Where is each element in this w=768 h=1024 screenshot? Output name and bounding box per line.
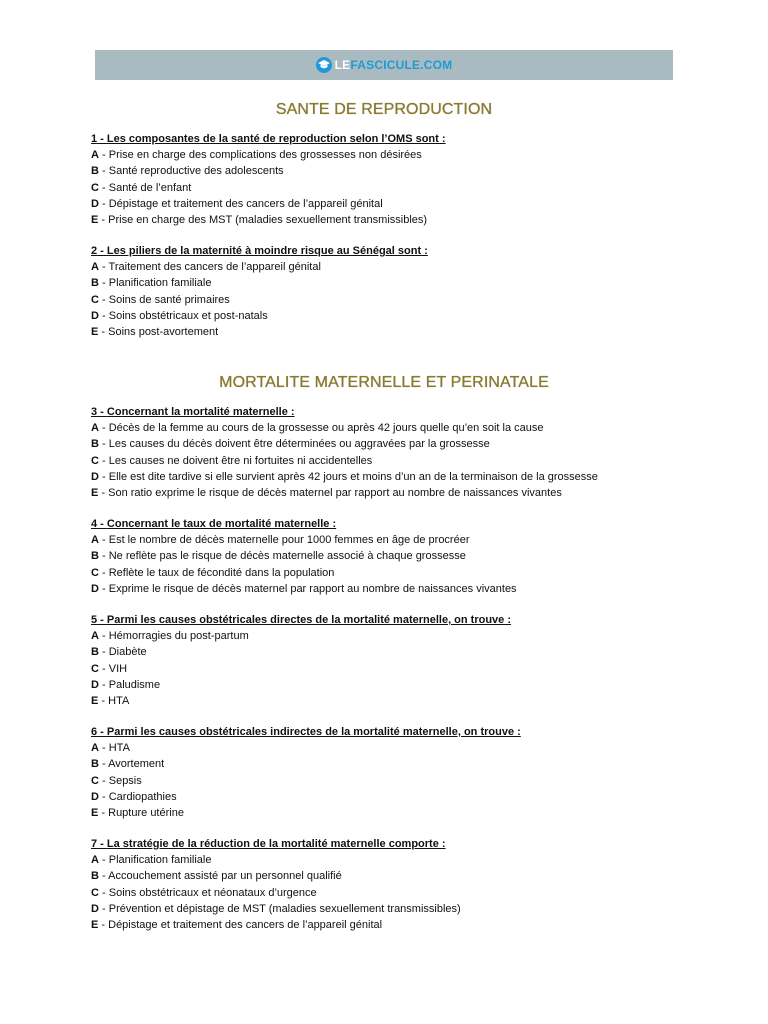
answer-option: C - Les causes ne doivent être ni fortuites ni accidentelles	[91, 454, 373, 467]
question-number: 6	[91, 726, 98, 738]
question-text: Les piliers de la maternité à moindre risque au Sénégal sont :	[106, 245, 428, 257]
option-letter: A	[91, 534, 99, 547]
option-text: Accouchement assisté par un personnel qualifié	[108, 870, 342, 883]
option-text: Soins obstétricaux et post-natals	[108, 309, 268, 322]
question-block	[91, 724, 711, 821]
option-text: Ne reflète pas le risque de décès maternelle associé à chaque grossesse	[108, 550, 466, 563]
option-text: VIH	[108, 662, 128, 675]
option-text: Cardiopathies	[108, 790, 177, 803]
option-letter: E	[91, 326, 99, 339]
question-block	[91, 516, 711, 597]
option-text: Est le nombre de décès maternelle pour 1000 femmes en âge de procréer	[108, 534, 470, 547]
option-letter: A	[91, 149, 99, 162]
answer-option: A - HTA	[91, 742, 130, 755]
answer-option: D - Exprime le risque de décès maternel par rapport au nombre de naissances vivantes	[91, 582, 517, 595]
answer-option: A - Décès de la femme au cours de la grossesse ou après 42 jours quelle qu’en soit la cause	[91, 422, 544, 435]
answer-option: D - Paludisme	[91, 678, 161, 691]
header-banner	[95, 50, 673, 80]
question-title: 1 - Les composantes de la santé de reproduction selon l’OMS sont :	[91, 133, 446, 145]
logo-text-rest: FASCICULE.COM	[350, 58, 453, 72]
option-text: Avortement	[108, 758, 165, 771]
question-block	[91, 836, 711, 933]
option-text: Planification familiale	[108, 277, 212, 290]
option-text: Dépistage et traitement des cancers de l’appareil génital	[108, 919, 383, 932]
option-letter: E	[91, 807, 99, 820]
option-letter: E	[91, 919, 99, 932]
answer-option: C - Reflète le taux de fécondité dans la population	[91, 566, 335, 579]
question-text: Concernant la mortalité maternelle :	[106, 406, 295, 418]
answer-option: E - HTA	[91, 695, 130, 708]
option-letter: B	[91, 438, 99, 451]
question-number: 4	[91, 518, 98, 530]
option-text: Santé de l’enfant	[108, 181, 192, 194]
option-letter: C	[91, 181, 99, 194]
option-letter: D	[91, 470, 99, 483]
option-letter: B	[91, 550, 99, 563]
answer-option: D - Elle est dite tardive si elle survient après 42 jours et moins d’un an de la terminaison de la grossesse	[91, 470, 598, 483]
option-letter: C	[91, 774, 99, 787]
answer-option: B - Ne reflète pas le risque de décès maternelle associé à chaque grossesse	[91, 550, 466, 563]
question-text: Parmi les causes obstétricales indirectes de la mortalité maternelle, on trouve :	[106, 726, 521, 738]
option-text: Soins de santé primaires	[108, 293, 230, 306]
option-letter: D	[91, 582, 99, 595]
answer-option: D - Soins obstétricaux et post-natals	[91, 309, 268, 322]
question-title: 4 - Concernant le taux de mortalité maternelle :	[91, 518, 337, 530]
answer-option: A - Planification familiale	[91, 854, 212, 867]
option-letter: C	[91, 886, 99, 899]
answer-option: B - Diabète	[91, 646, 147, 659]
answer-option: B - Planification familiale	[91, 277, 212, 290]
section-title: MORTALITE MATERNELLE ET PERINATALE	[219, 374, 549, 391]
option-text: Santé reproductive des adolescents	[108, 165, 284, 178]
option-letter: A	[91, 630, 99, 643]
option-letter: B	[91, 870, 99, 883]
answer-option: C - Soins obstétricaux et néonataux d’urgence	[91, 886, 317, 899]
answer-option: C - VIH	[91, 662, 128, 675]
option-letter: C	[91, 454, 99, 467]
option-text: Rupture utérine	[108, 807, 184, 820]
option-letter: A	[91, 742, 99, 755]
question-block	[91, 404, 711, 501]
option-letter: C	[91, 566, 99, 579]
option-text: Les causes du décès doivent être déterminées ou aggravées par la grossesse	[108, 438, 490, 451]
option-letter: E	[91, 214, 99, 227]
option-text: Soins obstétricaux et néonataux d’urgence	[108, 886, 317, 899]
option-text: Planification familiale	[108, 854, 212, 867]
option-letter: D	[91, 197, 99, 210]
answer-option: E - Prise en charge des MST (maladies sexuellement transmissibles)	[91, 214, 428, 227]
answer-option: B - Accouchement assisté par un personnel qualifié	[91, 870, 342, 883]
answer-option: B - Santé reproductive des adolescents	[91, 165, 284, 178]
option-text: Prévention et dépistage de MST (maladies sexuellement transmissibles)	[108, 902, 461, 915]
option-letter: A	[91, 422, 99, 435]
option-letter: B	[91, 165, 99, 178]
option-text: Décès de la femme au cours de la grossesse ou après 42 jours quelle qu’en soit la cause	[108, 422, 544, 435]
option-text: Prise en charge des complications des grossesses non désirées	[108, 149, 422, 162]
option-text: Exprime le risque de décès maternel par rapport au nombre de naissances vivantes	[108, 582, 517, 595]
answer-option: C - Santé de l’enfant	[91, 181, 192, 194]
answer-option: A - Hémorragies du post-partum	[91, 630, 249, 643]
option-letter: D	[91, 678, 99, 691]
option-letter: E	[91, 487, 99, 500]
question-block	[91, 243, 711, 340]
question-number: 7	[91, 838, 98, 850]
option-letter: D	[91, 309, 99, 322]
question-number: 2	[91, 245, 98, 257]
option-text: Dépistage et traitement des cancers de l’appareil génital	[108, 197, 383, 210]
answer-option: C - Soins de santé primaires	[91, 293, 230, 306]
question-text: Concernant le taux de mortalité maternelle :	[106, 518, 337, 530]
option-text: Hémorragies du post-partum	[108, 630, 249, 643]
option-text: Prise en charge des MST (maladies sexuellement transmissibles)	[108, 214, 428, 227]
answer-option: A - Traitement des cancers de l’appareil génital	[91, 261, 321, 274]
answer-option: D - Dépistage et traitement des cancers de l’appareil génital	[91, 197, 383, 210]
answer-option: C - Sepsis	[91, 774, 142, 787]
option-letter: C	[91, 662, 99, 675]
site-logo[interactable]	[316, 57, 453, 73]
question-title: 7 - La stratégie de la réduction de la mortalité maternelle comporte :	[91, 838, 446, 850]
section-title: SANTE DE REPRODUCTION	[275, 101, 493, 118]
option-text: Reflète le taux de fécondité dans la population	[108, 566, 335, 579]
option-letter: A	[91, 261, 99, 274]
answer-option: E - Soins post-avortement	[91, 326, 219, 339]
question-text: Les composantes de la santé de reproduction selon l’OMS sont :	[106, 133, 446, 145]
answer-option: E - Rupture utérine	[91, 807, 184, 820]
logo-text	[335, 58, 453, 72]
question-title: 2 - Les piliers de la maternité à moindre risque au Sénégal sont :	[91, 245, 428, 257]
answer-option: B - Les causes du décès doivent être déterminées ou aggravées par la grossesse	[91, 438, 490, 451]
graduation-cap-icon	[316, 57, 332, 73]
question-block	[91, 612, 711, 709]
option-text: HTA	[108, 695, 130, 708]
option-letter: C	[91, 293, 99, 306]
option-letter: D	[91, 902, 99, 915]
question-text: Parmi les causes obstétricales directes de la mortalité maternelle, on trouve :	[106, 614, 512, 626]
option-letter: B	[91, 277, 99, 290]
option-letter: B	[91, 646, 99, 659]
answer-option: B - Avortement	[91, 758, 165, 771]
question-number: 1	[91, 133, 98, 145]
option-text: Soins post-avortement	[108, 326, 219, 339]
option-letter: D	[91, 790, 99, 803]
answer-option: E - Dépistage et traitement des cancers de l’appareil génital	[91, 919, 383, 932]
question-title: 6 - Parmi les causes obstétricales indirectes de la mortalité maternelle, on trouve :	[91, 726, 521, 738]
option-letter: A	[91, 854, 99, 867]
option-text: Paludisme	[108, 678, 161, 691]
answer-option: A - Est le nombre de décès maternelle pour 1000 femmes en âge de procréer	[91, 534, 470, 547]
question-title: 5 - Parmi les causes obstétricales directes de la mortalité maternelle, on trouve :	[91, 614, 512, 626]
option-text: Les causes ne doivent être ni fortuites ni accidentelles	[108, 454, 373, 467]
logo-text-prefix: LE	[334, 58, 351, 72]
option-letter: B	[91, 758, 99, 771]
answer-option: E - Son ratio exprime le risque de décès maternel par rapport au nombre de naissances vivantes	[91, 487, 562, 500]
question-text: La stratégie de la réduction de la mortalité maternelle comporte :	[106, 838, 446, 850]
question-block	[91, 131, 711, 228]
question-title: 3 - Concernant la mortalité maternelle :	[91, 406, 295, 418]
option-text: Elle est dite tardive si elle survient après 42 jours et moins d’un an de la terminaison de la grossesse	[108, 470, 598, 483]
option-text: Traitement des cancers de l’appareil génital	[108, 261, 321, 274]
option-text: HTA	[108, 742, 130, 755]
question-number: 5	[91, 614, 98, 626]
option-letter: E	[91, 695, 99, 708]
question-number: 3	[91, 406, 98, 418]
answer-option: D - Cardiopathies	[91, 790, 177, 803]
answer-option: D - Prévention et dépistage de MST (maladies sexuellement transmissibles)	[91, 902, 461, 915]
option-text: Diabète	[108, 646, 147, 659]
answer-option: A - Prise en charge des complications des grossesses non désirées	[91, 149, 422, 162]
option-text: Sepsis	[108, 774, 142, 787]
option-text: Son ratio exprime le risque de décès maternel par rapport au nombre de naissances vivantes	[108, 487, 562, 500]
